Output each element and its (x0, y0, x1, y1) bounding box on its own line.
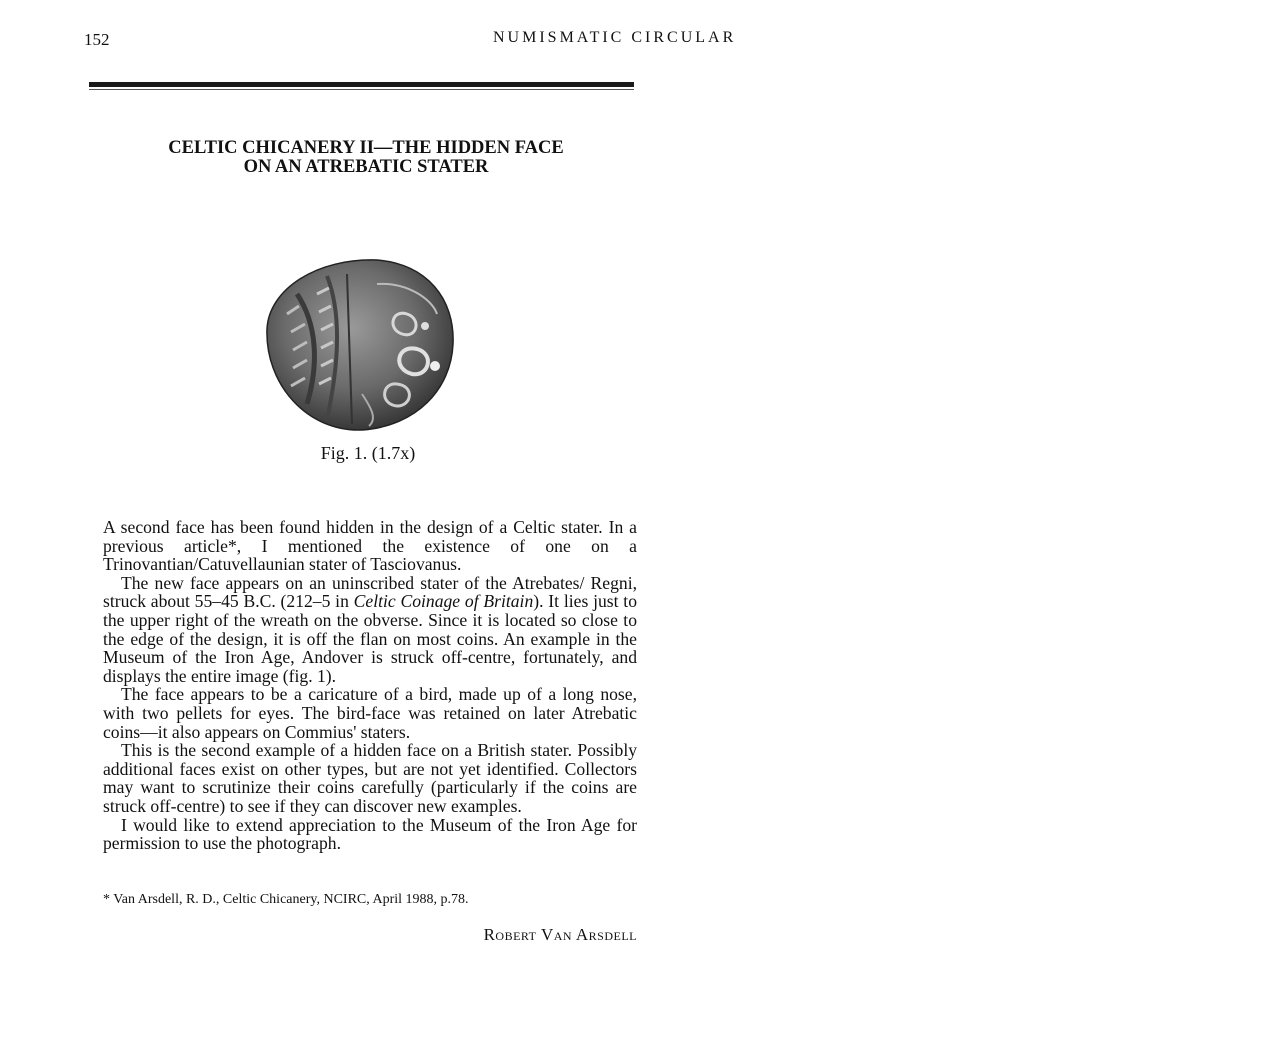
page-number: 152 (84, 30, 110, 49)
article-body (103, 518, 637, 853)
paragraph-2-part-a: The new face appears on an uninscribed stater of the Atrebates/ Regni, struck about 55–45 B.C. (212–5 in (103, 572, 637, 612)
article-title-line-2: ON AN ATREBATIC STATER (243, 157, 489, 177)
header-rule (89, 82, 634, 87)
paragraph-1: A second face has been found hidden in the design of a Celtic stater. In a previous article*, I mentioned the existence of one on a Trinovantian/Catuvellaunian stater of Tasciovanus. (103, 517, 637, 575)
coin-photograph (257, 254, 457, 432)
figure-caption: Fig. 1. (1.7x) (320, 443, 416, 463)
footnote: * Van Arsdell, R. D., Celtic Chicanery, NCIRC, April 1988, p.78. (103, 892, 469, 907)
paragraph-3: The face appears to be a caricature of a bird, made up of a long nose, with two pellets for eyes. The bird-face was retained on later Atrebatic coins—it also appears on Commius' staters. (103, 684, 637, 742)
article-title (110, 139, 622, 177)
paragraph-4: This is the second example of a hidden face on a British stater. Possibly additional faces exist on other types, but are not yet identified. Collectors may want to scrutinize their coins carefully (particularly if the coins are struck off-centre) to see if they can discover new examples. (103, 740, 637, 816)
paragraph-5: I would like to extend appreciation to the Museum of the Iron Age for permission to use the photograph. (103, 814, 637, 854)
paragraph-2 (103, 574, 637, 686)
paragraph-2-part-b: ). It lies just to the upper right of the wreath on the obverse. Since it is located so close to the edge of the design, it is off the flan on most coins. An example in the Museum of the Iron Age, Andover is struck off-centre, fortunately, and displays the entire image (fig. 1). (103, 591, 637, 686)
header-rule-thin (89, 89, 634, 90)
author-signature: Robert Van Arsdell (483, 925, 637, 944)
article-title-line-1: CELTIC CHICANERY II—THE HIDDEN FACE (168, 138, 564, 158)
book-title: Celtic Coinage of Britain (353, 591, 534, 612)
running-head: NUMISMATIC CIRCULAR (493, 29, 737, 46)
